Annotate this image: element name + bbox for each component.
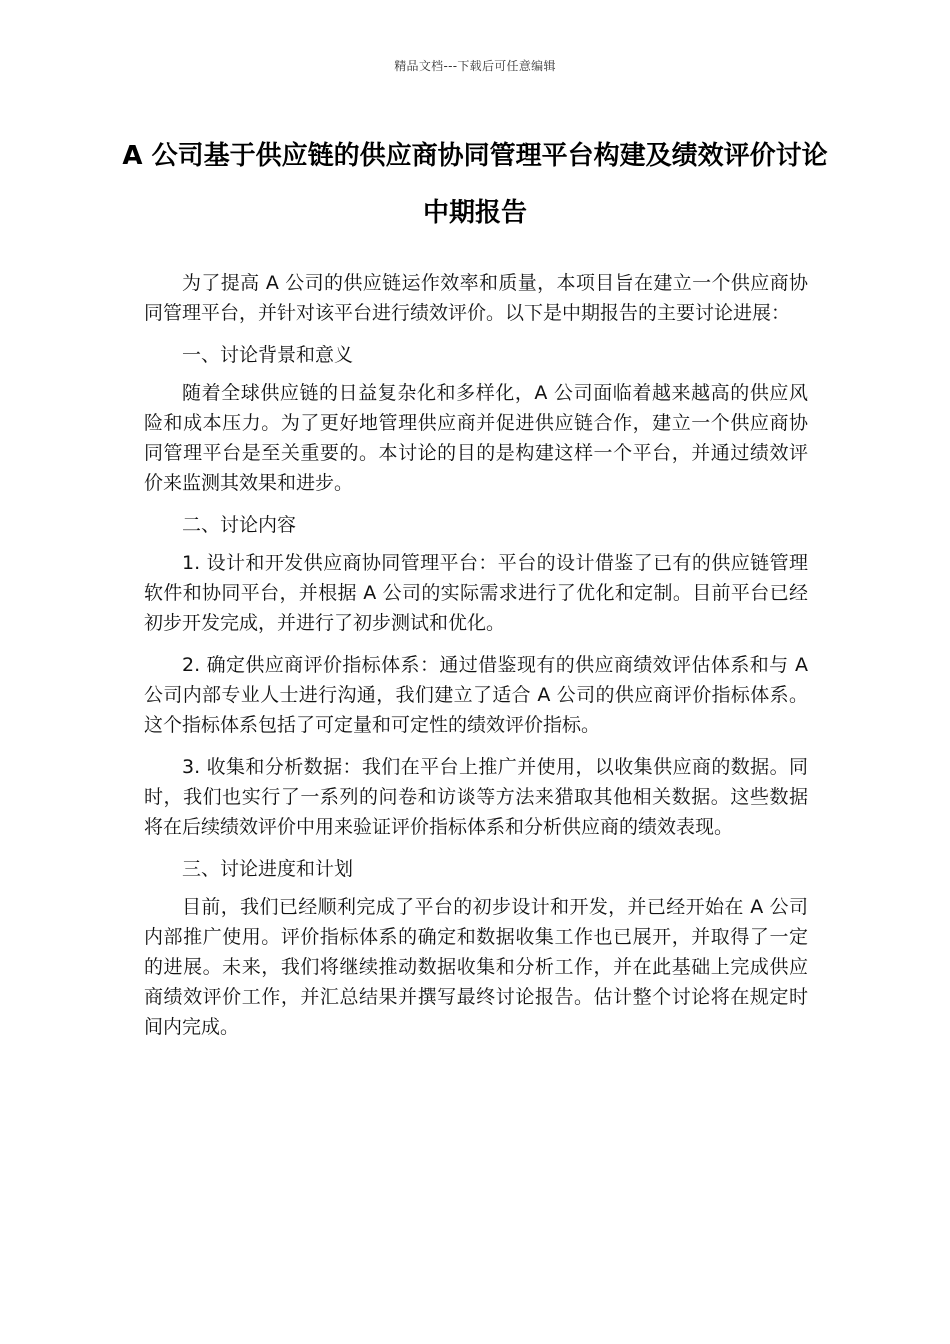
content-item-indicators: 2. 确定供应商评价指标体系：通过借鉴现有的供应商绩效评估体系和与 A 公司内部专业人士进行沟通，我们建立了适合 A 公司的供应商评价指标体系。这个指标体系包括了可定量和可定性的绩效评价指标。 (144, 654, 808, 736)
document-body (144, 268, 808, 1054)
section-heading-progress: 三、讨论进度和计划 (182, 858, 354, 880)
background-paragraph: 随着全球供应链的日益复杂化和多样化，A 公司面临着越来越高的供应风险和成本压力。为了更好地管理供应商并促进供应链合作，建立一个供应商协同管理平台是至关重要的。本讨论的目的是构建这样一个平台，并通过绩效评价来监测其效果和进步。 (144, 382, 808, 494)
progress-paragraph: 目前，我们已经顺利完成了平台的初步设计和开发，并已经开始在 A 公司内部推广使用。评价指标体系的确定和数据收集工作也已展开，并取得了一定的进展。未来，我们将继续推动数据收集和分析工作，并在此基础上完成供应商绩效评价工作，并汇总结果并撰写最终讨论报告。估计整个讨论将在规定时间内完成。 (144, 896, 808, 1038)
document-title: A 公司基于供应链的供应商协同管理平台构建及绩效评价讨论中期报告 (122, 141, 828, 228)
section-heading-content: 二、讨论内容 (182, 514, 297, 536)
content-item-platform: 1. 设计和开发供应商协同管理平台：平台的设计借鉴了已有的供应链管理软件和协同平台，并根据 A 公司的实际需求进行了优化和定制。目前平台已经初步开发完成，并进行了初步测试和优化。 (144, 552, 808, 634)
section-heading-background: 一、讨论背景和意义 (182, 344, 354, 366)
content-item-data: 3. 收集和分析数据：我们在平台上推广并使用，以收集供应商的数据。同时，我们也实行了一系列的问卷和访谈等方法来猎取其他相关数据。这些数据将在后续绩效评价中用来验证评价指标体系和分析供应商的绩效表现。 (144, 756, 808, 838)
page-header-note: 精品文档---下载后可任意编辑 (394, 59, 556, 73)
intro-paragraph: 为了提高 A 公司的供应链运作效率和质量，本项目旨在建立一个供应商协同管理平台，并针对该平台进行绩效评价。以下是中期报告的主要讨论进展： (144, 272, 808, 324)
